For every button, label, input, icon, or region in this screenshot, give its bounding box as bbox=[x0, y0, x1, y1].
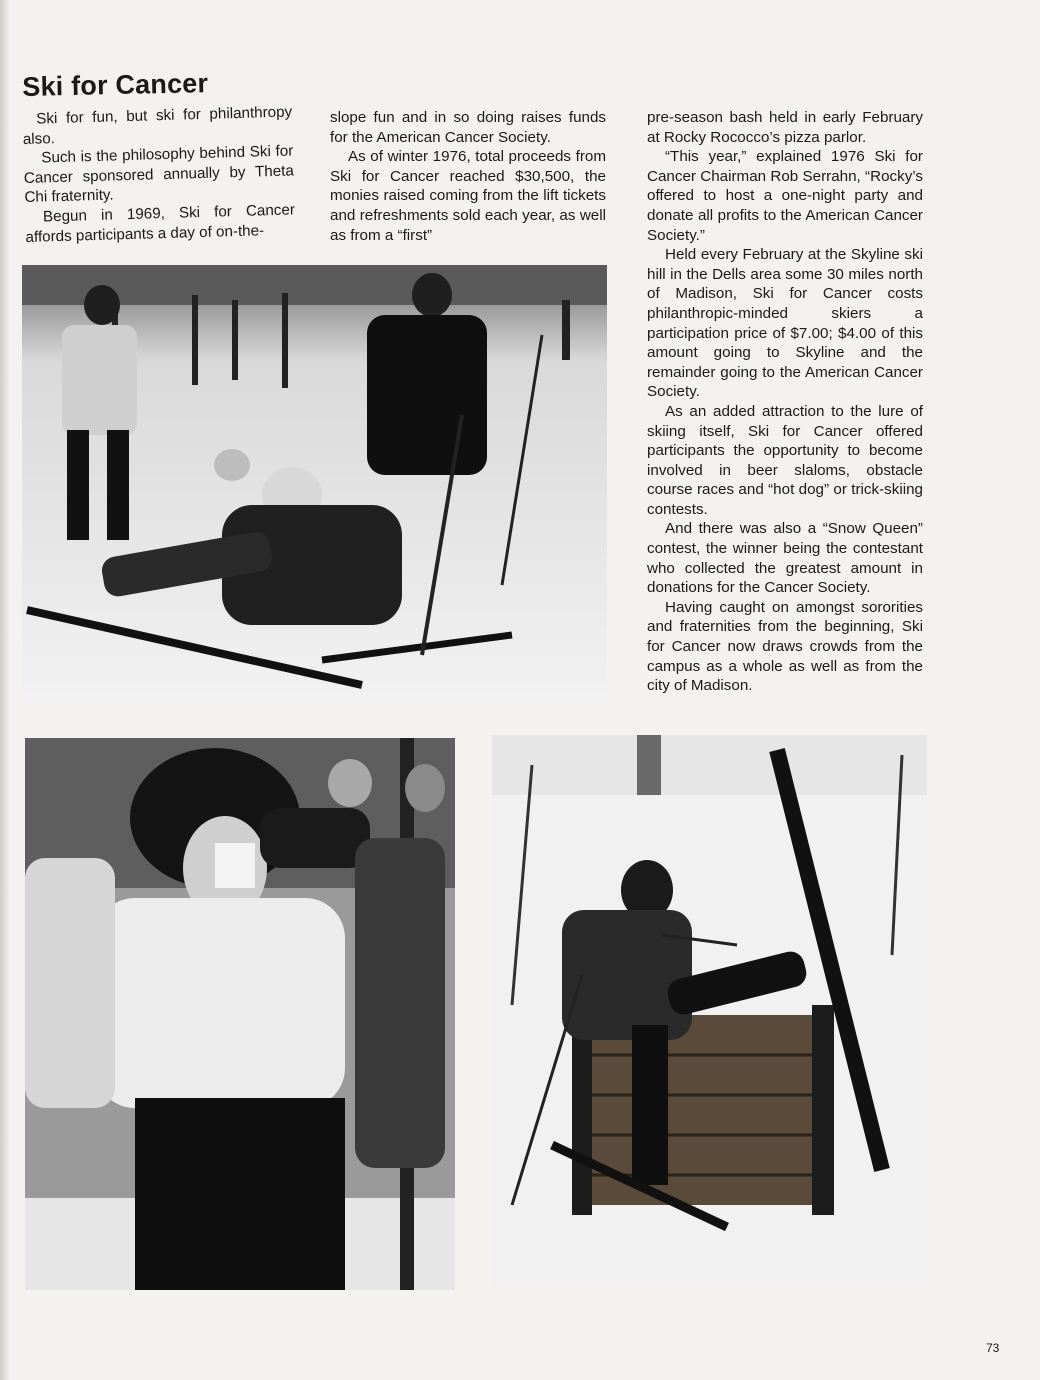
paragraph: Held every February at the Skyline ski hill in the Dells area some 30 miles north of Madison, Ski for Cancer costs philanthropic-minded skiers a participation price of $7.00; $4.00 of this amount going to Skyline and the remainder going to the American Cancer Society. bbox=[647, 246, 923, 401]
page-number: 73 bbox=[986, 1341, 1000, 1355]
article-title: Ski for Cancer bbox=[22, 68, 209, 102]
paragraph: Begun in 1969, Ski for Cancer affords participants a day of on-the- bbox=[25, 201, 296, 246]
paragraph: As of winter 1976, total proceeds from Ski for Cancer reached $30,500, the monies raised coming from the lift tickets and refreshments sold each year, as well as from a “first” bbox=[330, 148, 606, 244]
text-column-2 bbox=[330, 108, 606, 245]
paragraph: slope fun and in so doing raises funds for the American Cancer Society. bbox=[330, 109, 606, 146]
photo-beer-drinker bbox=[25, 738, 455, 1290]
paragraph: Having caught on amongst sororities and fraternities from the beginning, Ski for Cancer now draws crowds from the campus as a whole as well as from the city of Madison. bbox=[647, 598, 923, 695]
photo-obstacle-skier bbox=[492, 735, 927, 1287]
paragraph: And there was also a “Snow Queen” contest, the winner being the contestant who collected the greatest amount in donations for the Cancer Society. bbox=[647, 520, 923, 597]
paragraph: “This year,” explained 1976 Ski for Cancer Chairman Rob Serrahn, “Rocky’s offered to host a one-night party and donate all profits to the American Cancer Society.” bbox=[647, 148, 923, 244]
paragraph: pre-season bash held in early February at Rocky Rococco’s pizza parlor. bbox=[647, 109, 923, 146]
paragraph: Such is the philosophy behind Ski for Cancer sponsored annually by Theta Chi fraternity. bbox=[23, 142, 295, 207]
paragraph: Ski for fun, but ski for philanthropy also. bbox=[22, 103, 293, 148]
page-binding-shadow bbox=[0, 0, 10, 1380]
photo-skiers-tumbling bbox=[22, 265, 607, 702]
text-column-3 bbox=[647, 108, 923, 696]
text-column-1 bbox=[22, 102, 296, 247]
paragraph: As an added attraction to the lure of skiing itself, Ski for Cancer offered participants the opportunity to become involved in beer slaloms, obstacle course races and “hot dog” or trick-skiing contests. bbox=[647, 402, 923, 518]
